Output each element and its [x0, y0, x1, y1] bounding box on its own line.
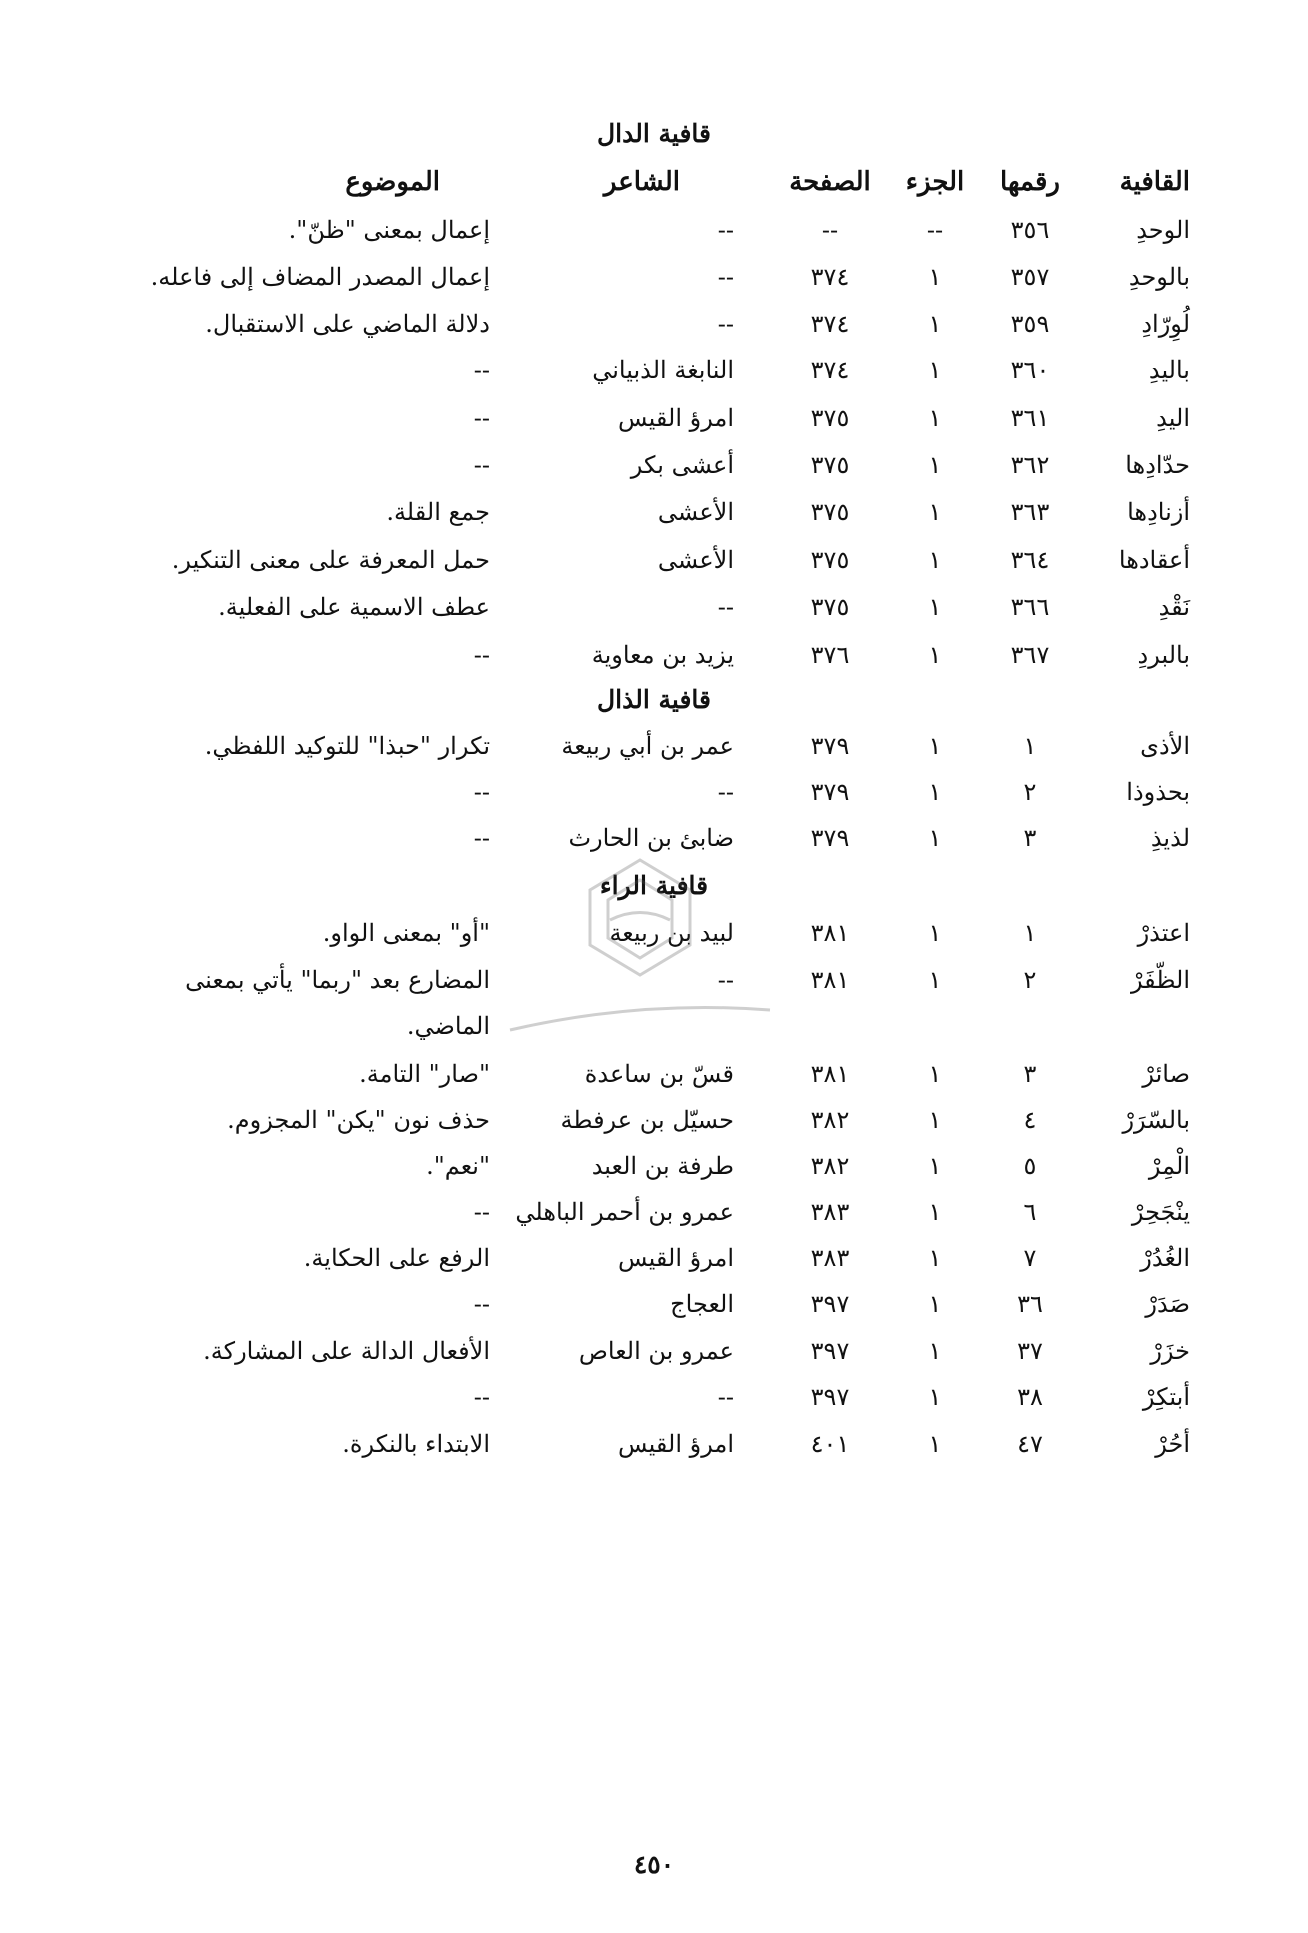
mawdoo-cell: المضارع بعد "ربما" يأتي بمعنى	[185, 966, 490, 994]
mawdoo-cell: الرفع على الحكاية.	[303, 1244, 490, 1272]
section-title: قافية الراء	[599, 871, 709, 900]
table-row	[0, 1100, 1308, 1140]
juz-cell: ١	[928, 641, 942, 669]
shaer-cell: قسّ بن ساعدة	[584, 1060, 734, 1088]
header-juz: الجزء	[905, 167, 965, 197]
qafiya-cell: بالسّرَرْ	[1122, 1106, 1190, 1134]
juz-cell: ١	[928, 966, 942, 994]
mawdoo-cell: حذف نون "يكن" المجزوم.	[227, 1106, 490, 1134]
table-row	[0, 445, 1308, 485]
safha-cell: ٣٧٥	[810, 546, 850, 574]
juz-cell: ١	[928, 1198, 942, 1226]
raqm-cell: ١	[1023, 732, 1037, 760]
shaer-cell: --	[717, 966, 734, 994]
mawdoo-cell: "أو" بمعنى الواو.	[322, 919, 490, 947]
table-row	[0, 635, 1308, 675]
section-title: قافية الدال	[597, 119, 711, 148]
table-row	[0, 350, 1308, 390]
safha-cell: ٣٩٧	[810, 1290, 850, 1318]
shaer-cell: طرفة بن العبد	[591, 1152, 734, 1180]
shaer-cell: ضابئ بن الحارث	[568, 824, 734, 852]
raqm-cell: ٣٦	[1017, 1290, 1043, 1318]
table-row	[0, 1377, 1308, 1417]
juz-cell: ١	[928, 1337, 942, 1365]
table-row	[0, 257, 1308, 297]
juz-cell: ١	[928, 919, 942, 947]
safha-cell: ٣٧٦	[810, 641, 850, 669]
raqm-cell: ٧	[1023, 1244, 1037, 1272]
juz-cell: --	[926, 216, 944, 244]
juz-cell: ١	[928, 1430, 942, 1458]
juz-cell: ١	[928, 732, 942, 760]
shaer-cell: عمر بن أبي ربيعة	[561, 732, 734, 760]
qafiya-cell: صَدَرْ	[1145, 1290, 1190, 1318]
raqm-cell: ٣٦٣	[1010, 498, 1050, 526]
mawdoo-cell: --	[473, 356, 490, 384]
mawdoo-cell: --	[473, 1198, 490, 1226]
shaer-cell: النابغة الذبياني	[592, 356, 734, 384]
mawdoo-cell: عطف الاسمية على الفعلية.	[218, 593, 490, 621]
qafiya-cell: أبتكِرْ	[1142, 1383, 1190, 1411]
mawdoo-cell: تكرار "حبذا" للتوكيد اللفظي.	[204, 732, 490, 760]
raqm-cell: ٣	[1023, 1060, 1037, 1088]
raqm-cell: ٣٨	[1017, 1383, 1043, 1411]
raqm-cell: ٣٦٢	[1010, 451, 1050, 479]
mawdoo-cell: --	[473, 451, 490, 479]
table-row	[0, 492, 1308, 532]
safha-cell: ٣٨١	[810, 966, 850, 994]
table-row	[0, 1331, 1308, 1371]
qafiya-cell: صائرْ	[1142, 1060, 1190, 1088]
shaer-cell: --	[717, 216, 734, 244]
juz-cell: ١	[928, 263, 942, 291]
qafiya-cell: خزَرْ	[1150, 1337, 1190, 1365]
mawdoo-cell: جمع القلة.	[386, 498, 490, 526]
raqm-cell: ٢	[1023, 778, 1037, 806]
raqm-cell: ٤	[1023, 1106, 1037, 1134]
qafiya-cell: بالبردِ	[1137, 641, 1190, 669]
juz-cell: ١	[928, 593, 942, 621]
juz-cell: ١	[928, 310, 942, 338]
qafiya-cell: الغُدُرْ	[1140, 1244, 1190, 1272]
qafiya-cell: اعتذرْ	[1137, 919, 1190, 947]
safha-cell: ٣٧٩	[810, 732, 850, 760]
shaer-cell: يزيد بن معاوية	[591, 641, 734, 669]
header-raqm: رقمها	[1000, 167, 1060, 197]
shaer-cell: --	[717, 263, 734, 291]
header-mawdoo: الموضوع	[345, 167, 440, 197]
qafiya-cell: الظّفَرْ	[1130, 966, 1190, 994]
juz-cell: ١	[928, 404, 942, 432]
raqm-cell: ٥	[1023, 1152, 1037, 1180]
mawdoo-cell: إعمال المصدر المضاف إلى فاعله.	[150, 263, 490, 291]
table-row	[0, 398, 1308, 438]
mawdoo-cell: --	[473, 404, 490, 432]
juz-cell: ١	[928, 1060, 942, 1088]
mawdoo-cell: الابتداء بالنكرة.	[342, 1430, 490, 1458]
safha-cell: ٣٧٤	[810, 356, 850, 384]
juz-cell: ١	[928, 1106, 942, 1134]
safha-cell: ٣٨١	[810, 1060, 850, 1088]
safha-cell: ٣٧٩	[810, 824, 850, 852]
table-row	[0, 772, 1308, 812]
safha-cell: ٣٨٢	[810, 1152, 850, 1180]
table-row	[0, 304, 1308, 344]
juz-cell: ١	[928, 1244, 942, 1272]
mawdoo-cell: دلالة الماضي على الاستقبال.	[205, 310, 490, 338]
raqm-cell: ٢	[1023, 966, 1037, 994]
mawdoo-cell: حمل المعرفة على معنى التنكير.	[171, 546, 490, 574]
mawdoo-cell: إعمال بمعنى "ظنّ".	[288, 216, 490, 244]
raqm-cell: ٣٦١	[1010, 404, 1050, 432]
safha-cell: ٣٨٣	[810, 1198, 850, 1226]
shaer-cell: أعشى بكر	[630, 451, 734, 479]
safha-cell: ٣٧٥	[810, 451, 850, 479]
qafiya-cell: اليدِ	[1156, 404, 1190, 432]
safha-cell: ٣٧٤	[810, 263, 850, 291]
qafiya-cell: الوحدِ	[1136, 216, 1190, 244]
shaer-cell: --	[717, 1383, 734, 1411]
raqm-cell: ٣٦٧	[1010, 641, 1050, 669]
raqm-cell: ١	[1023, 919, 1037, 947]
safha-cell: ٣٩٧	[810, 1337, 850, 1365]
safha-cell: ٣٨٢	[810, 1106, 850, 1134]
table-row	[0, 1054, 1308, 1094]
qafiya-cell: أعقادها	[1118, 546, 1190, 574]
mawdoo-cell: الأفعال الدالة على المشاركة.	[203, 1337, 490, 1365]
page-number: ٤٥٠	[633, 1850, 675, 1879]
mawdoo-cell: --	[473, 778, 490, 806]
table-row	[0, 1284, 1308, 1324]
raqm-cell: ٣٦٤	[1010, 546, 1050, 574]
qafiya-cell: الأذى	[1140, 732, 1190, 760]
shaer-cell: --	[717, 593, 734, 621]
mawdoo-cell: --	[473, 824, 490, 852]
shaer-cell: --	[717, 310, 734, 338]
qafiya-cell: بحذوذا	[1126, 778, 1190, 806]
mawdoo-cell: "صار" التامة.	[359, 1060, 490, 1088]
qafiya-cell: الْمِرْ	[1148, 1152, 1190, 1180]
shaer-cell: --	[717, 778, 734, 806]
raqm-cell: ٣٥٧	[1010, 263, 1050, 291]
section-title: قافية الذال	[597, 685, 711, 714]
header-qafiya: القافية	[1119, 167, 1190, 197]
table-row	[0, 1238, 1308, 1278]
table-row	[0, 913, 1308, 953]
qafiya-cell: باليدِ	[1148, 356, 1190, 384]
qafiya-cell: لذيذِ	[1150, 824, 1190, 852]
mawdoo-continuation: الماضي.	[406, 1012, 490, 1040]
mawdoo-cell: --	[473, 1383, 490, 1411]
shaer-cell: حسيّل بن عرفطة	[560, 1106, 734, 1134]
table-row	[0, 1192, 1308, 1232]
table-row	[0, 1424, 1308, 1464]
raqm-cell: ٣٧	[1017, 1337, 1043, 1365]
safha-cell: ٣٩٧	[810, 1383, 850, 1411]
juz-cell: ١	[928, 1290, 942, 1318]
table-row	[0, 210, 1308, 250]
qafiya-cell: حدّادِها	[1125, 451, 1190, 479]
shaer-cell: عمرو بن العاص	[578, 1337, 734, 1365]
juz-cell: ١	[928, 451, 942, 479]
raqm-cell: ٣٦٠	[1010, 356, 1050, 384]
juz-cell: ١	[928, 824, 942, 852]
table-row	[0, 540, 1308, 580]
table-row	[0, 726, 1308, 766]
juz-cell: ١	[928, 1152, 942, 1180]
shaer-cell: امرؤ القيس	[618, 1430, 734, 1458]
juz-cell: ١	[928, 1383, 942, 1411]
raqm-cell: ٣	[1023, 824, 1037, 852]
raqm-cell: ٣٦٦	[1010, 593, 1050, 621]
qafiya-cell: أحُرْ	[1155, 1430, 1190, 1458]
qafiya-cell: نَقْدِ	[1158, 593, 1190, 621]
shaer-cell: امرؤ القيس	[618, 1244, 734, 1272]
juz-cell: ١	[928, 546, 942, 574]
table-row	[0, 1146, 1308, 1186]
qafiya-cell: أزنادِها	[1127, 498, 1190, 526]
safha-cell: ٣٧٥	[810, 498, 850, 526]
table-row	[0, 960, 1308, 1000]
header-shaer: الشاعر	[603, 167, 680, 197]
qafiya-cell: لُوِرّادِ	[1141, 310, 1190, 338]
shaer-cell: الأعشى	[657, 498, 734, 526]
raqm-cell: ٦	[1023, 1198, 1037, 1226]
juz-cell: ١	[928, 498, 942, 526]
safha-cell: --	[821, 216, 839, 244]
mawdoo-cell: "نعم".	[426, 1152, 490, 1180]
safha-cell: ٣٧٩	[810, 778, 850, 806]
mawdoo-cell: --	[473, 641, 490, 669]
table-row	[0, 587, 1308, 627]
raqm-cell: ٣٥٩	[1010, 310, 1050, 338]
header-safha: الصفحة	[789, 167, 871, 197]
qafiya-cell: ينْجَحِرْ	[1131, 1198, 1190, 1226]
safha-cell: ٣٨١	[810, 919, 850, 947]
mawdoo-cell: --	[473, 1290, 490, 1318]
shaer-cell: لبيد بن ربيعة	[609, 919, 734, 947]
raqm-cell: ٣٥٦	[1010, 216, 1050, 244]
table-header	[0, 162, 1308, 202]
shaer-cell: العجاج	[670, 1290, 734, 1318]
qafiya-cell: بالوحدِ	[1128, 263, 1190, 291]
juz-cell: ١	[928, 356, 942, 384]
table-row	[0, 818, 1308, 858]
safha-cell: ٣٧٥	[810, 404, 850, 432]
safha-cell: ٣٧٥	[810, 593, 850, 621]
safha-cell: ٤٠١	[810, 1430, 850, 1458]
shaer-cell: امرؤ القيس	[618, 404, 734, 432]
shaer-cell: عمرو بن أحمر الباهلي	[515, 1198, 734, 1226]
raqm-cell: ٤٧	[1017, 1430, 1043, 1458]
safha-cell: ٣٨٣	[810, 1244, 850, 1272]
juz-cell: ١	[928, 778, 942, 806]
shaer-cell: الأعشى	[657, 546, 734, 574]
safha-cell: ٣٧٤	[810, 310, 850, 338]
